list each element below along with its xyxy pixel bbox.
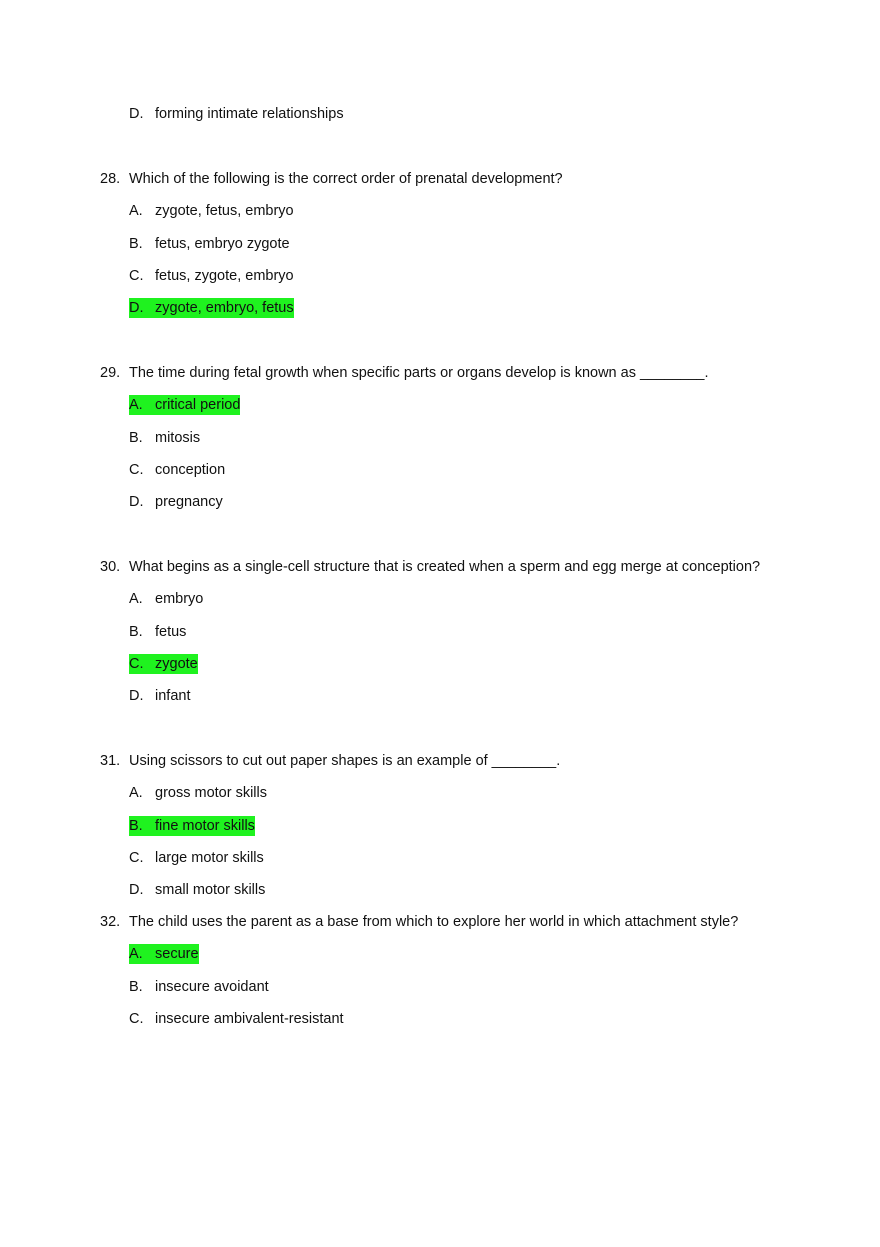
- question-stem: [100, 750, 800, 772]
- question-text: The time during fetal growth when specific parts or organs develop is known as ________.: [129, 365, 709, 381]
- continued-option: [129, 103, 344, 125]
- option-a: [100, 200, 800, 222]
- option-letter: A.: [129, 946, 143, 963]
- option-list: [100, 588, 800, 707]
- option-text: forming intimate relationships: [155, 106, 344, 122]
- option-text: infant: [155, 688, 191, 705]
- option-letter: C.: [129, 849, 144, 866]
- option-letter: B.: [129, 623, 143, 640]
- option-letter: B.: [129, 978, 143, 995]
- option-text: embryo: [155, 591, 204, 608]
- option-label: [129, 1009, 344, 1029]
- option-b: [100, 427, 800, 449]
- question-text: Which of the following is the correct order of prenatal development?: [129, 171, 563, 187]
- option-text: zygote, embryo, fetus: [155, 300, 294, 317]
- option-b: [100, 621, 800, 643]
- option-letter: B.: [129, 817, 143, 834]
- option-c: [100, 459, 800, 481]
- option-letter: A.: [129, 785, 143, 802]
- option-letter: B.: [129, 429, 143, 446]
- option-letter: C.: [129, 461, 144, 478]
- option-c-correct: [100, 653, 800, 675]
- option-list: [100, 200, 800, 319]
- option-text: conception: [155, 461, 226, 478]
- option-b-correct: [100, 815, 800, 837]
- question-number: 29.: [100, 365, 121, 381]
- option-label: [129, 201, 294, 221]
- option-d-correct: [100, 297, 800, 319]
- correct-answer-highlight: [129, 654, 198, 674]
- option-c: [100, 847, 800, 869]
- option-label: [129, 589, 203, 609]
- option-label: [129, 492, 223, 512]
- question-32: [100, 911, 800, 1030]
- question-number: 28.: [100, 171, 121, 187]
- option-text: large motor skills: [155, 849, 264, 866]
- option-text: insecure avoidant: [155, 978, 269, 995]
- option-letter: D.: [129, 106, 144, 122]
- question-number: 32.: [100, 914, 121, 930]
- option-letter: D.: [129, 688, 144, 705]
- option-label: [129, 977, 269, 997]
- option-letter: C.: [129, 1010, 144, 1027]
- question-text: Using scissors to cut out paper shapes is an example of ________.: [129, 753, 561, 769]
- option-text: fetus: [155, 623, 187, 640]
- option-d: [100, 879, 800, 901]
- question-stem: [100, 556, 800, 578]
- option-letter: D.: [129, 494, 144, 511]
- option-label: [129, 460, 225, 480]
- option-d: [100, 491, 800, 513]
- question-31: [100, 750, 800, 901]
- question-number: 30.: [100, 559, 121, 575]
- question-text: What begins as a single-cell structure that is created when a sperm and egg merge at conception?: [129, 559, 761, 575]
- option-a-correct: [100, 943, 800, 965]
- option-label: [129, 848, 264, 868]
- option-b: [100, 233, 800, 255]
- option-letter: A.: [129, 397, 143, 414]
- question-28: [100, 168, 800, 319]
- option-letter: C.: [129, 655, 144, 672]
- option-a-correct: [100, 394, 800, 416]
- option-letter: A.: [129, 591, 143, 608]
- option-text: critical period: [155, 397, 241, 414]
- option-text: pregnancy: [155, 494, 223, 511]
- option-label: [129, 783, 267, 803]
- option-text: fetus, zygote, embryo: [155, 267, 294, 284]
- question-number: 31.: [100, 753, 121, 769]
- option-letter: A.: [129, 203, 143, 220]
- option-label: [129, 428, 200, 448]
- option-text: zygote: [155, 655, 198, 672]
- question-30: [100, 556, 800, 707]
- option-label: [129, 880, 265, 900]
- question-stem: [100, 362, 800, 384]
- option-a: [100, 782, 800, 804]
- option-text: zygote, fetus, embryo: [155, 203, 294, 220]
- option-list: [100, 782, 800, 901]
- option-text: small motor skills: [155, 882, 266, 899]
- correct-answer-highlight: [129, 816, 255, 836]
- option-d: [100, 685, 800, 707]
- option-letter: D.: [129, 300, 144, 317]
- option-label: [129, 234, 290, 254]
- question-stem: [100, 911, 800, 933]
- option-text: secure: [155, 946, 199, 963]
- option-a: [100, 588, 800, 610]
- option-text: mitosis: [155, 429, 201, 446]
- option-list: [100, 394, 800, 513]
- option-text: gross motor skills: [155, 785, 267, 802]
- option-text: fine motor skills: [155, 817, 255, 834]
- option-letter: D.: [129, 882, 144, 899]
- correct-answer-highlight: [129, 298, 294, 318]
- correct-answer-highlight: [129, 395, 240, 415]
- option-text: insecure ambivalent-resistant: [155, 1010, 344, 1027]
- option-c: [100, 265, 800, 287]
- question-29: [100, 362, 800, 513]
- option-label: [129, 622, 186, 642]
- option-letter: B.: [129, 235, 143, 252]
- correct-answer-highlight: [129, 944, 199, 964]
- option-letter: C.: [129, 267, 144, 284]
- option-list: [100, 943, 800, 1030]
- option-label: [129, 266, 294, 286]
- option-b: [100, 976, 800, 998]
- question-stem: [100, 168, 800, 190]
- option-label: [129, 686, 190, 706]
- option-c: [100, 1008, 800, 1030]
- question-text: The child uses the parent as a base from which to explore her world in which attachment style?: [129, 914, 739, 930]
- option-text: fetus, embryo zygote: [155, 235, 290, 252]
